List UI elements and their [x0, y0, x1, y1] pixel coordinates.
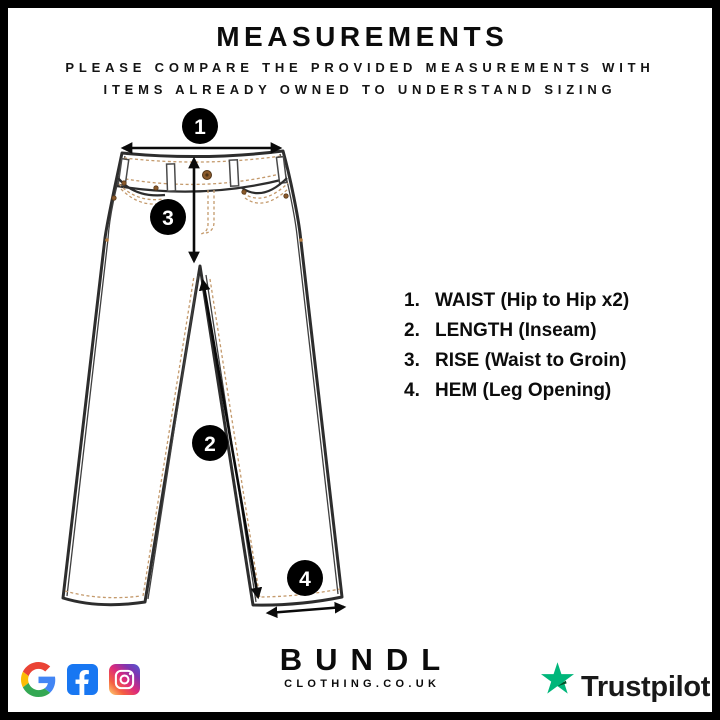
trustpilot-wordmark: Trustpilot [581, 671, 711, 703]
legend-item-hem [404, 376, 629, 406]
marker-3-number: 3 [162, 207, 174, 230]
jeans-measurement-diagram [55, 105, 355, 620]
marker-2-number: 2 [204, 433, 216, 456]
legend-item-rise [404, 346, 629, 376]
subtitle-line-2: ITEMS ALREADY OWNED TO UNDERSTAND SIZING [103, 82, 617, 97]
brand-domain: CLOTHING.CO.UK [284, 678, 441, 690]
legend-label: LENGTH (Inseam) [435, 320, 597, 341]
page-title: MEASUREMENTS [216, 21, 509, 52]
hem-arrow [268, 607, 344, 613]
legend-label: RISE (Waist to Groin) [435, 350, 627, 371]
legend-item-length [404, 316, 629, 346]
legend-number: 1. [404, 290, 420, 311]
legend-number: 4. [404, 380, 420, 401]
marker-1-number: 1 [194, 116, 206, 139]
page-subtitle [0, 57, 720, 101]
legend-label: WAIST (Hip to Hip x2) [435, 290, 630, 311]
legend-item-waist [404, 286, 629, 316]
subtitle-line-1: PLEASE COMPARE THE PROVIDED MEASUREMENTS WITH [65, 60, 655, 75]
legend-label: HEM (Leg Opening) [435, 380, 612, 401]
side-seam-rivet-right [299, 238, 303, 242]
marker-4-number: 4 [299, 568, 311, 591]
brand-name: BUNDL [279, 642, 454, 677]
legend-number: 2. [404, 320, 420, 341]
measurement-legend [404, 286, 629, 406]
brand-logo [0, 644, 720, 690]
jeans-silhouette [63, 151, 342, 605]
legend-number: 3. [404, 350, 420, 371]
side-seam-rivet-left [105, 238, 109, 242]
